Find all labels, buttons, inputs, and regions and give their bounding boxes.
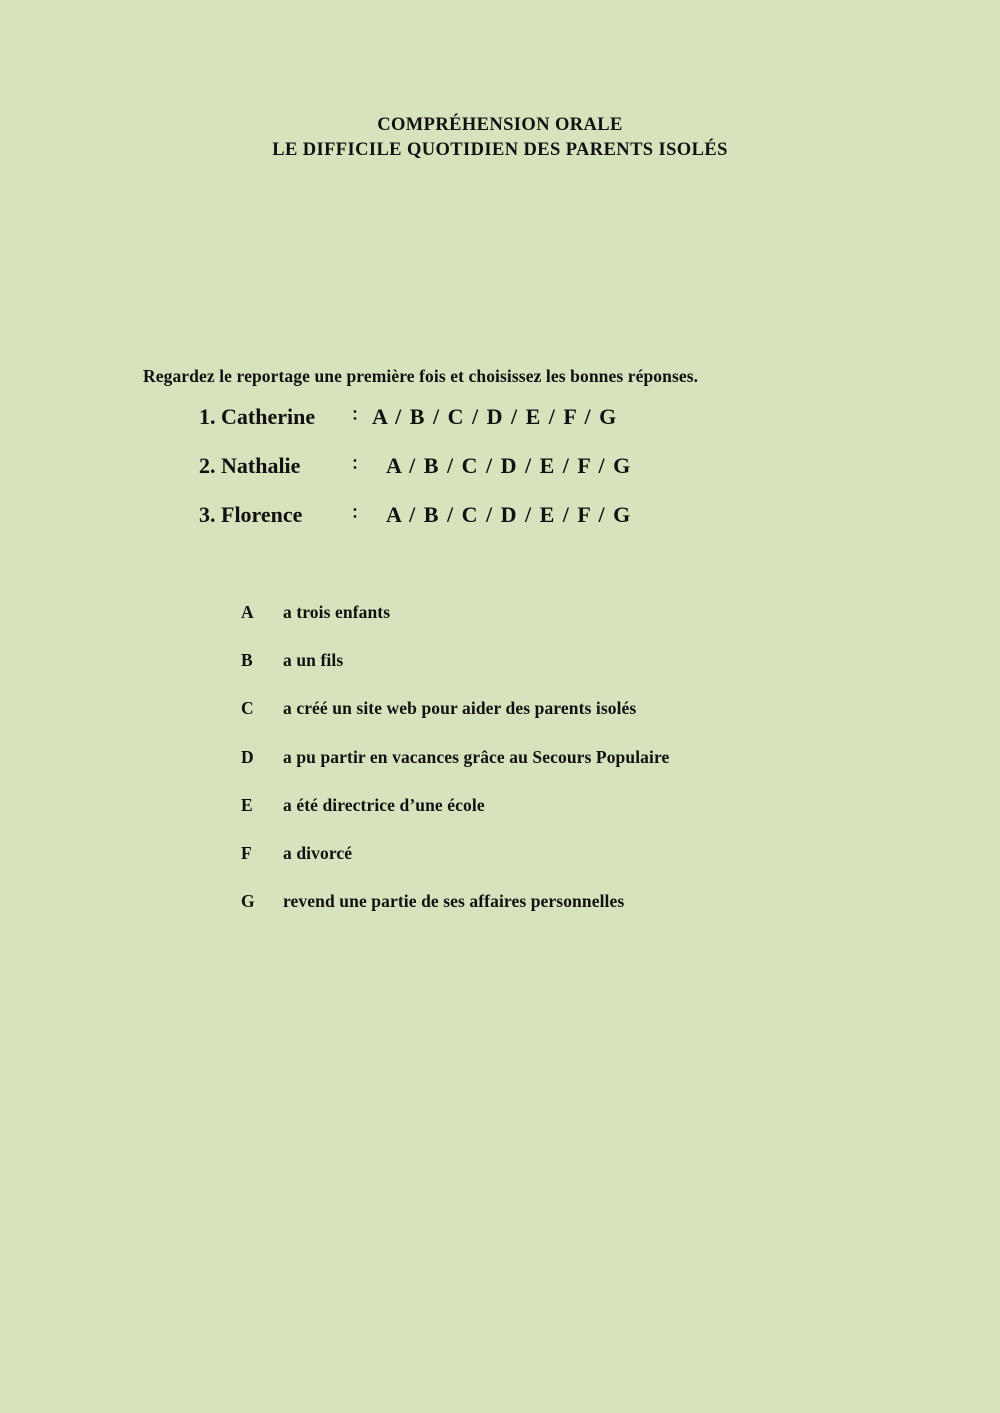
question-label [199, 404, 351, 430]
question-label [199, 502, 351, 528]
instruction-text: Regardez le reportage une première fois et choisissez les bonnes réponses. [143, 366, 699, 386]
list-item [241, 747, 961, 795]
option-key: F [241, 842, 252, 863]
question-colon: ： [351, 405, 368, 424]
option-key: C [241, 698, 254, 719]
answer-option-list [241, 602, 961, 939]
question-name: Florence [221, 502, 303, 527]
option-key: E [241, 794, 253, 815]
question-list [199, 404, 899, 551]
option-key: D [241, 746, 254, 767]
question-colon: ： [351, 454, 368, 473]
question-label [199, 453, 351, 479]
question-row [199, 453, 899, 502]
question-number: 3. [199, 502, 216, 527]
question-number: 1. [199, 404, 216, 429]
question-row [199, 502, 899, 551]
list-item [241, 650, 961, 698]
list-item [241, 795, 961, 843]
title-line-2: LE DIFFICILE QUOTIDIEN DES PARENTS ISOLÉS [272, 139, 728, 160]
list-item [241, 891, 961, 939]
list-item [241, 843, 961, 891]
option-text: a trois enfants [283, 602, 391, 622]
question-answer-choices[interactable]: A / B / C / D / E / F / G [386, 502, 632, 527]
option-key: B [241, 650, 253, 671]
option-key: G [241, 891, 255, 912]
list-item [241, 698, 961, 746]
question-answer-choices[interactable]: A / B / C / D / E / F / G [372, 404, 618, 429]
option-text: revend une partie de ses affaires personnelles [283, 891, 625, 912]
option-text: a pu partir en vacances grâce au Secours Populaire [283, 746, 670, 767]
option-text: a créé un site web pour aider des parents isolés [283, 698, 637, 719]
option-text: a divorcé [283, 842, 353, 863]
title-line-1: COMPRÉHENSION ORALE [377, 115, 623, 135]
page-title [0, 113, 1000, 163]
option-text: a un fils [283, 650, 344, 671]
question-row [199, 404, 899, 453]
question-name: Nathalie [221, 453, 301, 478]
list-item [241, 602, 961, 650]
option-key: A [241, 602, 254, 622]
option-text: a été directrice d’une école [283, 794, 485, 815]
question-name: Catherine [221, 404, 316, 429]
question-answer-choices[interactable]: A / B / C / D / E / F / G [386, 453, 632, 478]
question-number: 2. [199, 453, 216, 478]
question-colon: ： [351, 503, 368, 522]
